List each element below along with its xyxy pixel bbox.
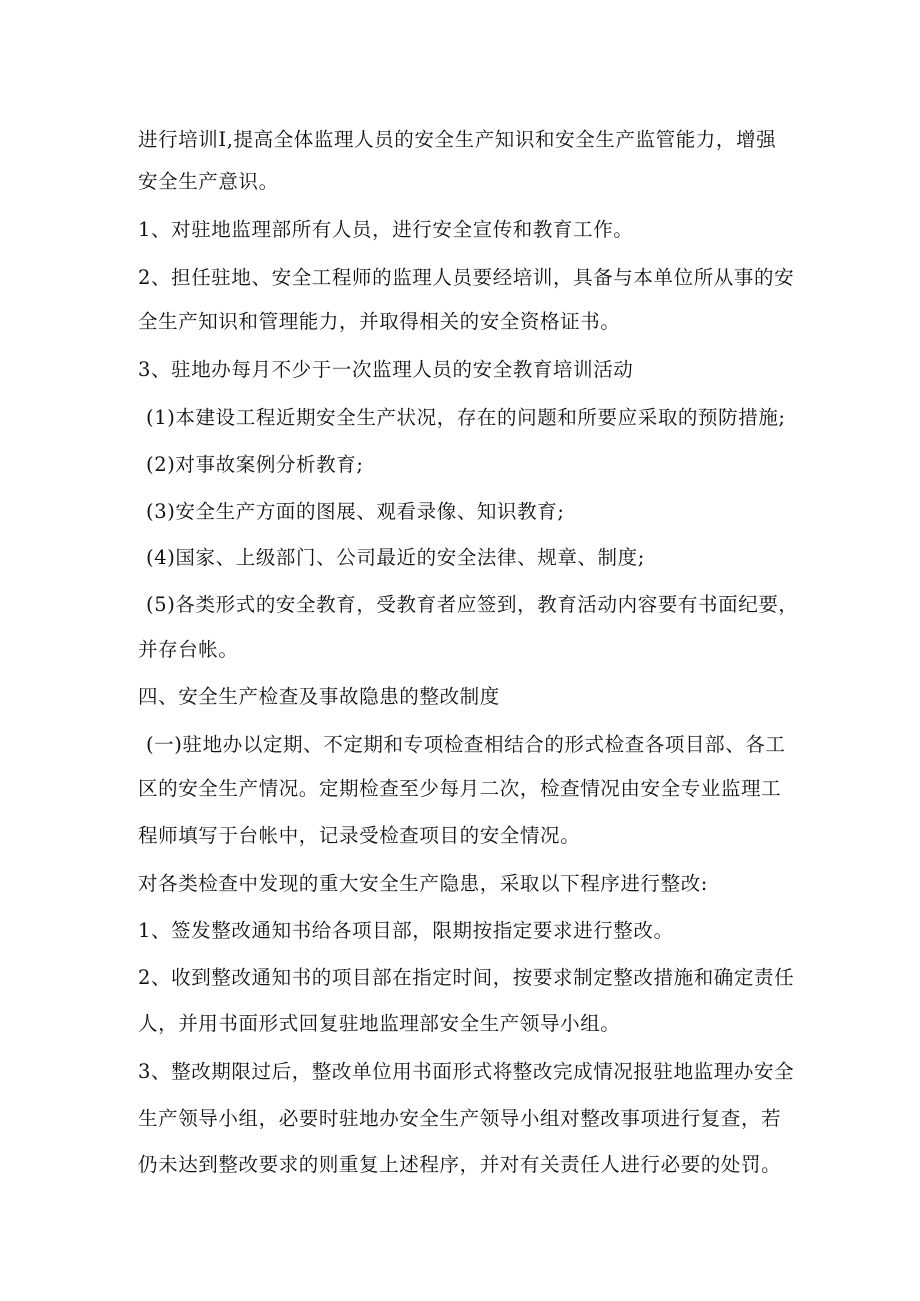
list-item: 3、驻地办每月不少于一次监理人员的安全教育培训活动 (138, 358, 634, 381)
paragraph-line: 人，并用书面形式回复驻地监理部安全生产领导小组。 (138, 1012, 621, 1035)
paragraph-line: 全生产知识和管理能力，并取得相关的安全资格证书。 (138, 310, 621, 333)
paragraph-line: 并存台帐。 (138, 638, 239, 661)
paragraph-line: 进行培训I,提高全体监理人员的安全生产知识和安全生产监管能力，增强 (138, 128, 777, 151)
sub-list-item: (4)国家、上级部门、公司最近的安全法律、规章、制度; (146, 546, 645, 569)
section-heading: 四、安全生产检查及事故隐患的整改制度 (138, 685, 500, 708)
paragraph-line: 区的安全生产情况。定期检查至少每月二次，检查情况由安全专业监理工 (138, 777, 782, 800)
paragraph-line: 生产领导小组，必要时驻地办安全生产领导小组对整改事项进行复查，若 (138, 1107, 782, 1130)
sub-list-item: (2)对事故案例分析教育; (146, 453, 364, 476)
paragraph-line: (一)驻地办以定期、不定期和专项检查相结合的形式检查各项目部、各工 (146, 733, 786, 756)
list-item: 2、担任驻地、安全工程师的监理人员要经培训，具备与本单位所从事的安 (138, 266, 795, 289)
list-item: 3、整改期限过后，整改单位用书面形式将整改完成情况报驻地监理办安全 (138, 1060, 795, 1083)
paragraph-line: 安全生产意识。 (138, 170, 279, 193)
paragraph-line: 对各类检查中发现的重大安全生产隐患，采取以下程序进行整改: (138, 872, 708, 895)
list-item: 1、签发整改通知书给各项目部，限期按指定要求进行整改。 (138, 919, 674, 942)
paragraph-line: 仍未达到整改要求的则重复上述程序，并对有关责任人进行必要的处罚。 (138, 1153, 782, 1176)
list-item: 2、收到整改通知书的项目部在指定时间，按要求制定整改措施和确定责任 (138, 966, 795, 989)
paragraph-line: 程师填写于台帐中，记录受检查项目的安全情况。 (138, 824, 581, 847)
sub-list-item: (5)各类形式的安全教育，受教育者应签到，教育活动内容要有书面纪要， (146, 593, 799, 616)
list-item: 1、对驻地监理部所有人员，进行安全宣传和教育工作。 (138, 218, 634, 241)
sub-list-item: (1)本建设工程近期安全生产状况，存在的问题和所要应采取的预防措施; (146, 406, 786, 429)
sub-list-item: (3)安全生产方面的图展、观看录像、知识教育; (146, 500, 565, 523)
